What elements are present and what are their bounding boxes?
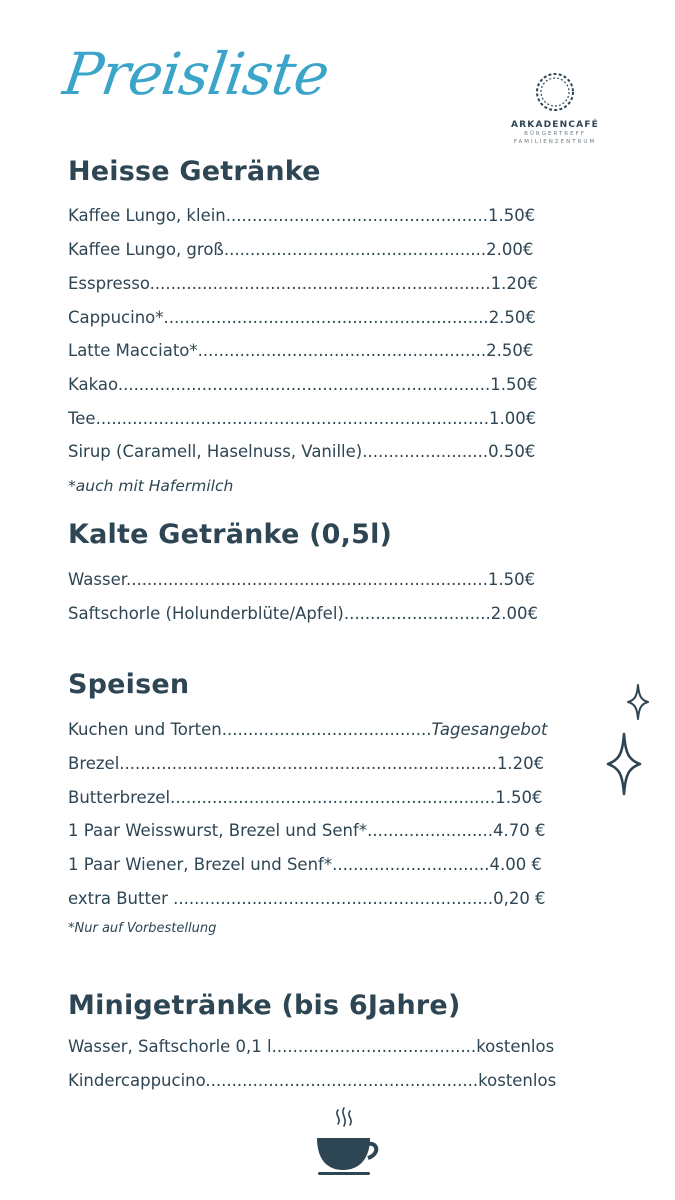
menu-row: extra Butter .............................................................0,20 € <box>68 889 546 908</box>
sparkle-small-icon <box>627 684 649 720</box>
footnote-hafermilch: *auch mit Hafermilch <box>68 477 234 495</box>
footnote-vorbestellung: *Nur auf Vorbestellung <box>68 921 217 936</box>
menu-row: 1 Paar Wiener, Brezel und Senf*..............................4.00 € <box>68 855 542 874</box>
menu-row: Tee...........................................................................1.00€ <box>68 409 537 428</box>
logo <box>500 70 610 146</box>
menu-row: Saftschorle (Holunderblüte/Apfel)............................2.00€ <box>68 604 538 623</box>
menu-row: Kaffee Lungo, groß..................................................2.00€ <box>68 240 534 259</box>
sparkle-large-icon <box>606 732 642 796</box>
section-heading-hot: Heisse Getränke <box>68 156 321 187</box>
logo-subtitle-1: BÜRGERTREFF <box>524 131 586 137</box>
menu-row: Kaffee Lungo, klein..................................................1.50€ <box>68 206 536 225</box>
menu-row: 1 Paar Weisswurst, Brezel und Senf*........................4.70 € <box>68 821 546 840</box>
logo-name: ARKADENCAFÉ <box>510 120 600 130</box>
menu-row: Latte Macciato*.......................................................2.50€ <box>68 341 534 360</box>
menu-row: Cappucino*..............................................................2.50€ <box>68 308 536 327</box>
section-heading-cold: Kalte Getränke (0,5l) <box>68 519 393 550</box>
menu-row: Wasser, Saftschorle 0,1 l.......................................kostenlos <box>68 1037 555 1056</box>
wreath-logo-icon <box>533 70 577 114</box>
section-heading-mini: Minigetränke (bis 6Jahre) <box>68 990 461 1021</box>
page-title: Preisliste <box>59 40 333 108</box>
coffee-cup-icon <box>312 1106 380 1180</box>
menu-row: Brezel........................................................................1.20€ <box>68 754 545 773</box>
section-heading-food: Speisen <box>68 669 190 700</box>
menu-row: Wasser.....................................................................1.50€ <box>68 570 536 589</box>
menu-row: Kindercappucino....................................................kostenlos <box>68 1071 557 1090</box>
menu-row: Esspresso.................................................................1.20€ <box>68 274 538 293</box>
menu-row: Butterbrezel..............................................................1.50€ <box>68 788 543 807</box>
menu-row: Kuchen und Torten........................................Tagesangebot <box>68 720 548 739</box>
menu-row: Sirup (Caramell, Haselnuss, Vanille)........................0.50€ <box>68 442 536 461</box>
logo-subtitle-2: FAMILIENZENTRUM <box>513 139 597 145</box>
menu-row: Kakao.......................................................................1.50€ <box>68 375 538 394</box>
